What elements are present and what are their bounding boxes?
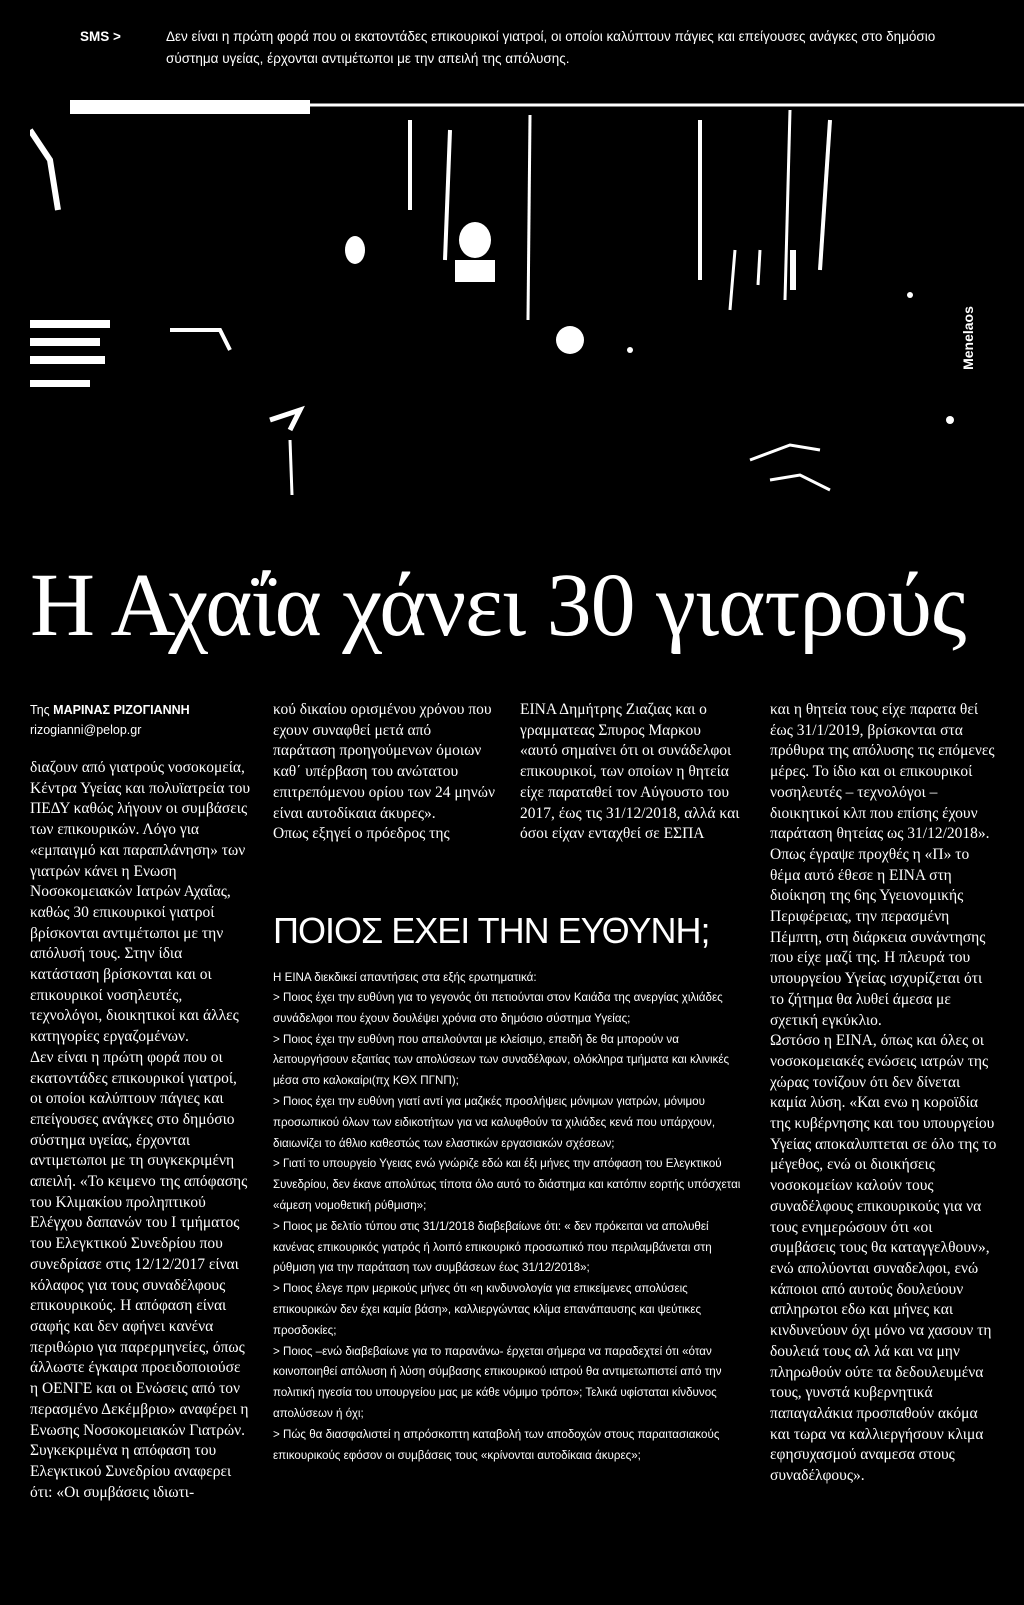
question-item: > Ποιος έχει την ευθύνη για το γεγονός ότι πετιούνται στον Καιάδα της ανεργίας χιλιάδες συνάδελφοι που έχουν δουλέψει χρόνια στο δημόσιο σύστημα Υγείας; [273, 991, 723, 1025]
byline-prefix: Της [30, 703, 54, 717]
column-text: κού δικαίου ορισμένου χρόνου που εχουν συναφθεί μετά από παράταση προηγούμενων όμοιων καθ΄ υπέρβαση του ανώτατου επιτρεπόμενου ορίου των 24 μηνών είναι αυτοδίκαια άκυρες». Οπως εξηγεί ο πρόεδρος της [273, 701, 495, 843]
article-photo [30, 100, 1024, 520]
sidebar-box [273, 910, 743, 1466]
question-item: > Ποιος με δελτίο τύπου στις 31/1/2018 διαβεβαίωνε ότι: « δεν πρόκειται να απολυθεί κανένας επικουρικός γιατρός ή λοιπό επικουρικό προσωπικό που περιλαμβάνεται στη ρύθμιση για την παράταση των συμβάσεων έως 31/12/2018»; [273, 1219, 712, 1275]
question-item: > Ποιος έχει την ευθύνη που απειλούνται με κλείσιμο, επειδή δε θα μπορούν να λειτουργήσουν εξαιτίας των απολύσεων των συναδέλφων, ολόκληρα τμήματα και κλινικές μέσα στο καλοκαίρι(πχ ΚΘΧ ΠΓΝΠ); [273, 1032, 730, 1088]
box-intro: Η ΕΙΝΑ διεκδικεί απαντήσεις στα εξής ερωτηματικά: [273, 971, 537, 984]
author-email: rizogianni@pelop.gr [30, 723, 142, 737]
article-column-3 [520, 700, 742, 845]
headline: Η Αχαΐα χάνει 30 γιατρούς [30, 556, 966, 655]
question-item: > Ποιος έχει την ευθύνη γιατί αντί για μαζικές προσλήψεις μόνιμων γιατρών, μόνιμου προσωπικού όλων των ειδικοτήτων για να καλυφθούν τα χιλιάδες κενά που υπάρχουν, διαιωνίζει το άθλιο καθεστώς των ελαστικών εργασιακών σχέσεων; [273, 1094, 716, 1150]
article-column-4 [770, 700, 998, 1487]
sms-text: Δεν είναι η πρώτη φορά που οι εκατοντάδες επικουρικοί γιατροί, οι οποίοι καλύπτουν πάγιες και επείγουσες ανάγκες στο δημόσιο σύστημα υγείας, έρχονται αντιμέτωποι με την απειλή της απόλυσης. [166, 29, 936, 66]
question-item: > Πώς θα διασφαλιστεί η απρόσκοπτη καταβολή των αποδοχών στους παραιτασιακούς επικουρικούς εφόσον οι συμβάσεις τους «κρίνονται αυτοδίκαια άκυρες»; [273, 1427, 720, 1462]
column-text: ΕΙΝΑ Δημήτρης Ζιαζιας και ο γραμματεας Σπυρος Μαρκου «αυτό σημαίνει ότι οι συνάδελφοι επικουρικοί, των οποίων η θητεία είχε παραταθεί τον Αύγουστο του 2017, έως τις 31/12/2018, αλλά και όσοι είχαν ενταχθεί σε ΕΣΠΑ [520, 701, 740, 843]
box-title: ΠΟΙΟΣ ΕΧΕΙ ΤΗΝ ΕΥΘΥΝΗ; [273, 910, 710, 951]
column-text: διαζουν από γιατρούς νοσοκομεία, Κέντρα Υγείας και πολυϊατρεία του ΠΕΔΥ καθώς λήγουν οι συμβάσεις των επικουρικών. Λόγο για «εμπαιγμό και παραπλάνηση» των γιατρών κάνει η Ενωση Νοσοκομειακών Ιατρών Αχαΐας, καθώς 30 επικουρικοί γιατροί βρίσκονται αντιμέτωποι με την απόλυσή τους. Στην ίδια κατάσταση βρίσκονται και οι επικουρικοί νοσηλευτές, τεχνολόγοι, διοικητικοί και άλλες κατηγορίες εργαζομένων. Δεν είναι η πρώτη φορά που οι εκατοντάδες επικουρικοί γιατροί, οι οποίοι καλύπτουν πάγιες και επείγουσες ανάγκες στο δημόσιο σύστημα υγείας, έρχονται αντιμετωποι με τη συγκεκριμένη απειλή. «Το κειμενο της απόφασης του Κλιμακίου προληπτικού Ελέγχου δαπανών του Ι τμήματος του Ελεγκτικού Συνεδρίου που συνεδρίασε στις 12/12/2017 είναι κόλαφος για τους συναδέλφους επικουρικούς. Η απόφαση είναι σαφής και δεν αφήνει κανένα περιθώριο για παρερμηνείες, όπως άλλωστε έγκαιρα προειδοποιούσε η ΟΕΝΓΕ και οι Ενώσεις από τον περασμένο Δεκέμβριο» αναφέρει η Ενωσης Νοσοκομειακών Γιατρών. Συγκεκριμένα η απόφαση του Ελεγκτικού Συνεδρίου αναφερει ότι: «Οι συμβάσεις ιδιωτι- [30, 759, 251, 1501]
photo-credit-text: Menelaos [960, 306, 976, 370]
sms-blurb [80, 26, 960, 70]
photo-credit [958, 270, 978, 410]
question-item: > Ποιος –ενώ διαβεβαίωνε για το παρανάνω- έρχεται σήμερα να παραδεχτεί ότι «όταν κοινοποιηθεί απόλυση ή λύση σύμβασης επικουρικού ιατρού θα αντιμετωπιστεί από την πολιτική ηγεσία του υπουργείου μας με κάθε νόμιμο τρόπο»; Τελικά υφίσταται κίνδυνος απολύσεων ή όχι; [273, 1344, 722, 1420]
question-item: > Ποιος έλεγε πριν μερικούς μήνες ότι «η κινδυνολογία για επικείμενες απολύσεις επικουρικών δεν έχει καμία βάση», καλλιεργώντας κλίμα επανάπαυσης και ψεύτικες προσδοκίες; [273, 1282, 702, 1337]
photo-graphic [30, 100, 1024, 520]
article-column-1 [30, 700, 252, 1503]
sms-tag: SMS > [80, 29, 121, 44]
column-text: και η θητεία τους είχε παρατα θεί έως 31/1/2019, βρίσκονται στα πρόθυρα της απόλυσης τις επόμενες μέρες. Το ίδιο και οι επικουρικοί νοσηλευτές – τεχνολόγοι – διοικητικοί κλπ που επίσης έχουν παράταση θητείας ως 31/12/2018». Οπως έγραψε προχθές η «Π» το θέμα αυτό έθεσε η ΕΙΝΑ στη διοίκηση της 6ης Υγειονομικής Περιφέρειας, την περασμένη Πέμπτη, στη διάρκεια συνάντησης που είχε μαζί της. Η πλευρά του υπουργείου Υγείας ισχυρίζεται ότι το ζήτημα θα λυθεί άμεσα με σχετική εγκύκλιο. Ωστόσο η ΕΙΝΑ, όπως και όλες οι νοσοκομειακές ενώσεις ιατρών της χώρας τονίζουν ότι δεν δίνεται καμία λύση. «Και ενω η κοροϊδία της κυβέρνησης και του υπουργείου Υγείας αποκαλυπτεται σε όλο της το μέγεθος, ενώ οι διοικήσεις νοσοκομείων καλούν τους συναδέλφους επικουρικούς για να τους ενημερώσουν ότι «οι συμβάσεις τους θα καταγγελθουν», ενώ απολύονται συναδελφοι, ενώ κάποιοι από αυτούς δουλεύουν απληρωτοι εδω και μήνες και κινδυνεύουν όχι μόνο να χασουν τη δουλειά τους αλ λά και να μην πληρωθούν ούτε τα δεδουλευμένα τους, γυνστά κυβερνητικά παπαγαλάκια προσπαθούν ακόμα και τωρα να καλλιεργήσουν κλιμα εφησυχασμού αναμεσα στους συναδέλφους». [770, 701, 997, 1485]
article-column-2 [273, 700, 495, 845]
author-name: ΜΑΡΙΝΑΣ ΡΙΖΟΓΙΑΝΝΗ [53, 703, 190, 717]
byline [30, 700, 252, 720]
question-item: > Γιατί το υπουργείο Υγειας ενώ γνώριζε εδώ και έξι μήνες την απόφαση του Ελεγκτικού Συνεδρίου, δεν έκανε απολύτως τίποτα όλο αυτό το διάστημα και κατόπιν εορτής υπόσχεται «άμεση νομοθετική ρύθμιση»; [273, 1157, 741, 1212]
